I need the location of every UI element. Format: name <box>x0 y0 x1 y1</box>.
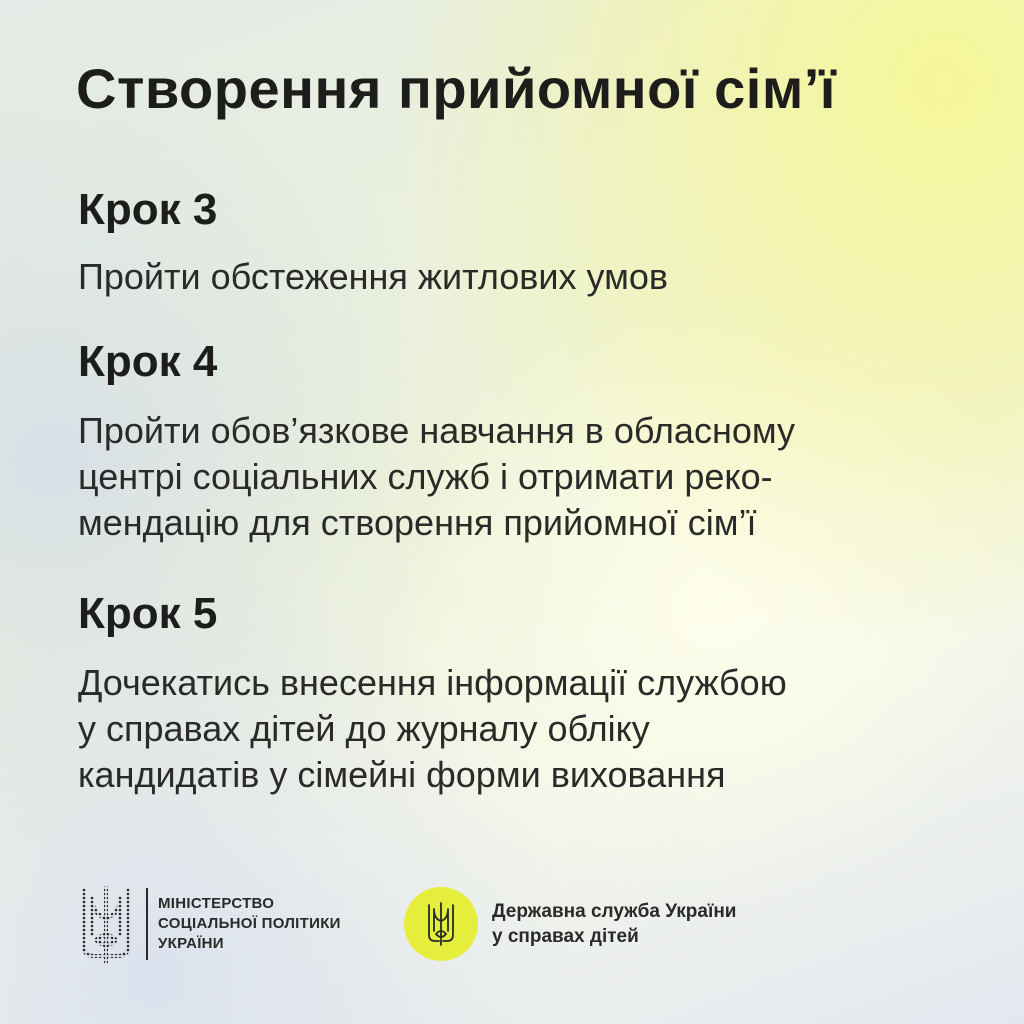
step-4-title: Крок 4 <box>78 337 218 386</box>
step-5-title: Крок 5 <box>78 589 218 638</box>
trident-icon <box>78 884 134 964</box>
logo-divider <box>146 888 148 960</box>
step-3-line: Пройти обстеження житлових умов <box>78 256 668 297</box>
service-name-line: у справах дітей <box>492 926 639 947</box>
service-logo-circle <box>404 887 478 961</box>
step-4-text <box>78 408 795 546</box>
page-title: Створення прийомної сім’ї <box>76 57 837 120</box>
service-logo <box>404 887 736 961</box>
step-4-line: Пройти обов’язкове навчання в обласному <box>78 410 796 451</box>
step-4-line: мендацію для створення прийомної сім’ї <box>78 502 757 543</box>
ministry-name <box>158 894 341 954</box>
step-5-text <box>78 660 787 798</box>
ministry-name-line: СОЦІАЛЬНОЇ ПОЛІТИКИ <box>158 915 341 932</box>
step-5-line: кандидатів у сімейні форми виховання <box>78 754 726 795</box>
step-4-line: центрі соціальних служб і отримати реко- <box>78 456 773 497</box>
step-5-line: у справах дітей до журналу обліку <box>78 708 650 749</box>
service-name <box>492 899 736 949</box>
step-3-text <box>78 254 668 300</box>
ministry-logo <box>78 884 341 964</box>
ministry-name-line: МІНІСТЕРСТВО <box>158 895 275 912</box>
step-3-title: Крок 3 <box>78 185 218 234</box>
service-name-line: Державна служба України <box>492 901 737 922</box>
step-5-line: Дочекатись внесення інформації службою <box>78 662 787 703</box>
trident-icon <box>426 901 456 947</box>
ministry-name-line: УКРАЇНИ <box>158 935 224 952</box>
